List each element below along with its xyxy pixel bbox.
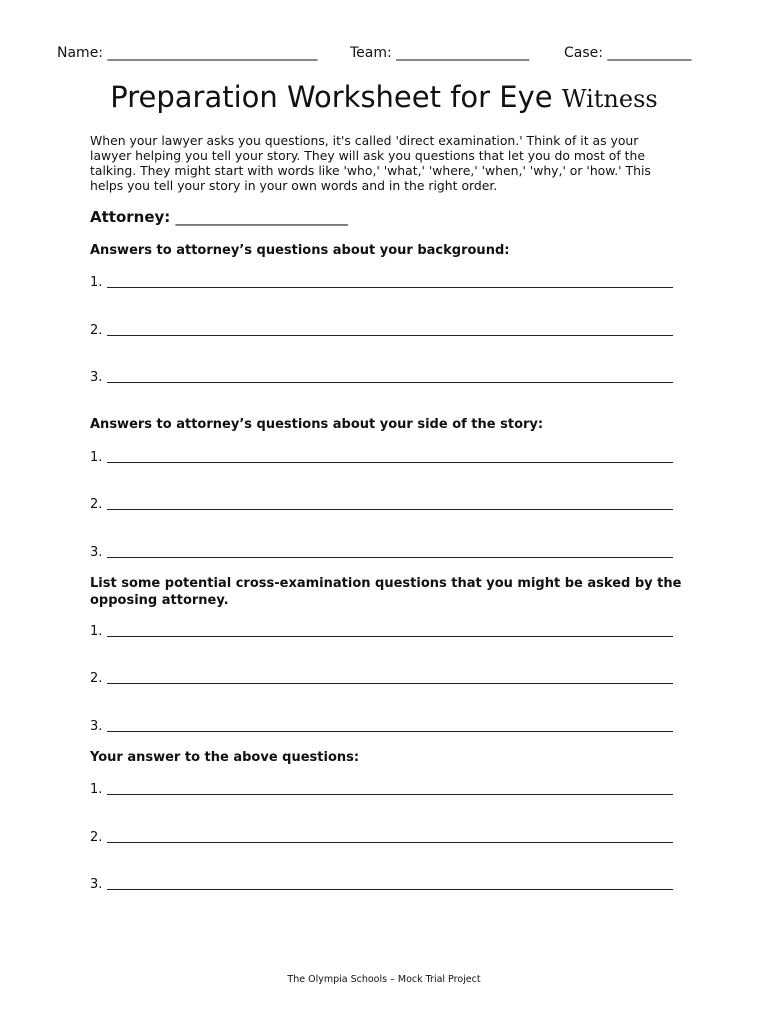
write-line[interactable] bbox=[107, 731, 673, 732]
write-line[interactable] bbox=[107, 557, 673, 558]
header-row bbox=[57, 45, 717, 61]
answer-line[interactable] bbox=[90, 623, 680, 640]
line-number: 3. bbox=[90, 719, 103, 734]
answer-line[interactable] bbox=[90, 449, 680, 466]
line-number: 3. bbox=[90, 877, 103, 892]
answer-line[interactable] bbox=[90, 322, 680, 339]
title-serif-part: Witness bbox=[561, 85, 658, 113]
answer-line[interactable] bbox=[90, 670, 680, 687]
page-footer: The Olympia Schools – Mock Trial Project bbox=[287, 974, 481, 985]
name-field[interactable]: Name: ______________________________ bbox=[57, 45, 318, 61]
section-heading-cross-examination: List some potential cross-examination questions that you might be asked by the opposing attorney. bbox=[90, 576, 682, 608]
line-number: 1. bbox=[90, 782, 103, 797]
line-number: 3. bbox=[90, 545, 103, 560]
section-heading-your-answers: Your answer to the above questions: bbox=[90, 750, 360, 765]
write-line[interactable] bbox=[107, 382, 673, 383]
title-main: Preparation Worksheet for Eye bbox=[110, 80, 562, 114]
answer-line[interactable] bbox=[90, 496, 680, 513]
write-line[interactable] bbox=[107, 509, 673, 510]
write-line[interactable] bbox=[107, 636, 673, 637]
intro-paragraph: When your lawyer asks you questions, it's called 'direct examination.' Think of it as your lawyer helping you tell your story. They will ask you questions that let you do most of the talking. They might start with words like 'who,' 'what,' 'where,' 'when,' 'why,' or 'how.' This helps you tell your story in your own words and in the right order. bbox=[90, 133, 651, 193]
write-line[interactable] bbox=[107, 842, 673, 843]
line-number: 1. bbox=[90, 624, 103, 639]
write-line[interactable] bbox=[107, 287, 673, 288]
attorney-blank[interactable]: _______________________ bbox=[175, 208, 349, 226]
line-number: 2. bbox=[90, 323, 103, 338]
answer-line[interactable] bbox=[90, 718, 680, 735]
line-number: 2. bbox=[90, 830, 103, 845]
write-line[interactable] bbox=[107, 335, 673, 336]
answer-line[interactable] bbox=[90, 274, 680, 291]
answer-line[interactable] bbox=[90, 781, 680, 798]
team-field[interactable]: Team: ___________________ bbox=[350, 45, 530, 61]
attorney-field bbox=[90, 208, 348, 226]
write-line[interactable] bbox=[107, 462, 673, 463]
answer-line[interactable] bbox=[90, 544, 680, 561]
write-line[interactable] bbox=[107, 889, 673, 890]
attorney-label: Attorney: bbox=[90, 208, 171, 226]
answer-line[interactable] bbox=[90, 876, 680, 893]
line-number: 3. bbox=[90, 370, 103, 385]
section-heading-side-of-story: Answers to attorney’s questions about your side of the story: bbox=[90, 417, 544, 432]
line-number: 2. bbox=[90, 497, 103, 512]
answer-line[interactable] bbox=[90, 369, 680, 386]
line-number: 1. bbox=[90, 275, 103, 290]
page-title bbox=[0, 80, 768, 114]
write-line[interactable] bbox=[107, 683, 673, 684]
line-number: 1. bbox=[90, 450, 103, 465]
line-number: 2. bbox=[90, 671, 103, 686]
case-field[interactable]: Case: ____________ bbox=[564, 45, 692, 61]
answer-line[interactable] bbox=[90, 829, 680, 846]
write-line[interactable] bbox=[107, 794, 673, 795]
section-heading-background: Answers to attorney’s questions about your background: bbox=[90, 243, 510, 258]
